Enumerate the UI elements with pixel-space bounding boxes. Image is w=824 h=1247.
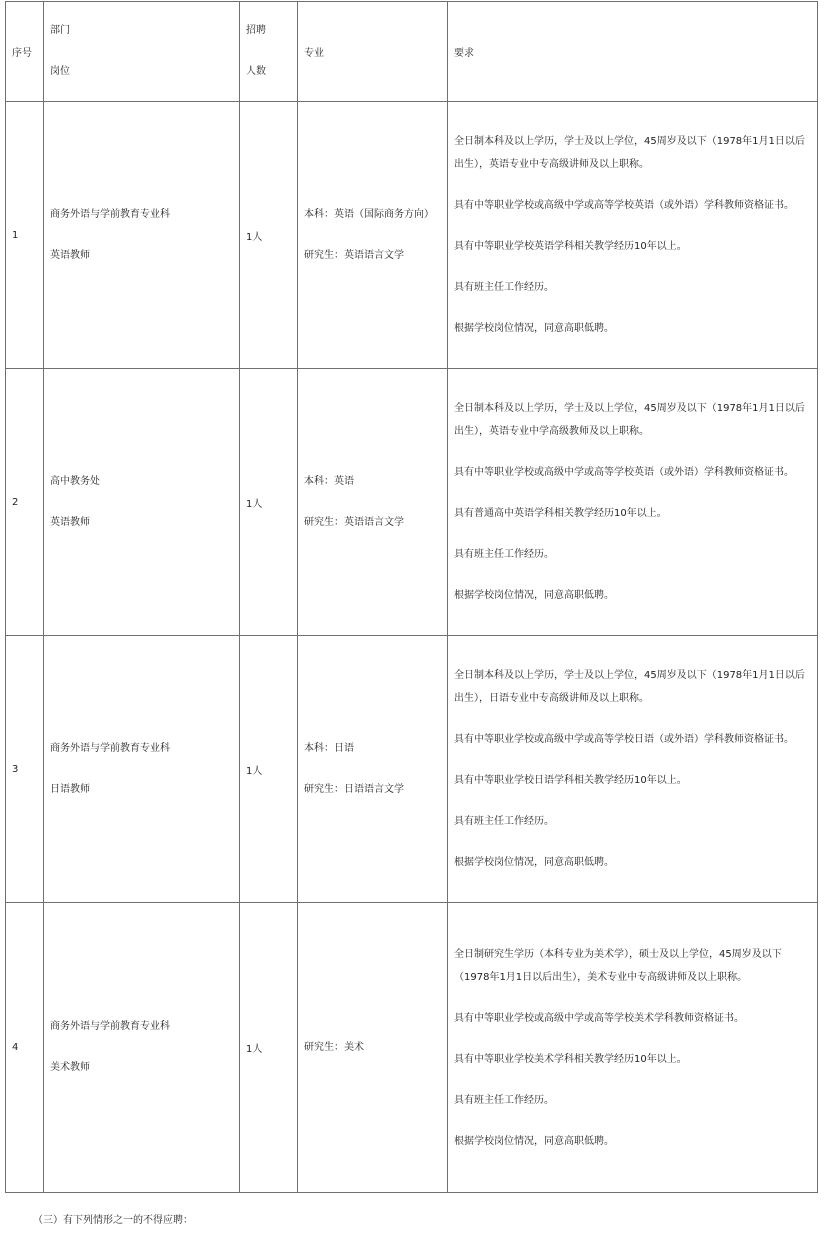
row-count: 1人 [240, 903, 298, 1193]
requirement-item: 具有班主任工作经历。 [454, 1094, 554, 1106]
requirement-item: 具有中等职业学校或高级中学或高等学校美术学科教师资格证书。 [454, 1012, 744, 1024]
header-seq: 序号 [6, 2, 44, 102]
row-post: 美术教师 [50, 1062, 90, 1073]
row-requirements [448, 369, 818, 636]
table-row [6, 369, 818, 636]
row-major [298, 369, 448, 636]
header-count-line1: 招聘 [246, 25, 266, 36]
requirement-item: 全日制研究生学历（本科专业为美术学），硕士及以上学位，45周岁及以下（1978年1月1日以后出生），美术专业中专高级讲师及以上职称。 [454, 948, 782, 983]
row-requirements [448, 636, 818, 903]
row-requirements [448, 102, 818, 369]
row-major-line: 本科：日语 [304, 742, 354, 754]
header-requirements: 要求 [448, 2, 818, 102]
row-dept: 商务外语与学前教育专业科 [50, 208, 170, 220]
row-dept: 商务外语与学前教育专业科 [50, 1021, 170, 1032]
row-dept: 高中教务处 [50, 475, 100, 487]
row-major-line: 本科：英语 [304, 475, 354, 487]
row-post: 英语教师 [50, 249, 90, 261]
requirement-item: 全日制本科及以上学历，学士及以上学位，45周岁及以下（1978年1月1日以后出生），日语专业中专高级讲师及以上职称。 [454, 670, 805, 704]
table-row [6, 636, 818, 903]
recruitment-table [5, 1, 818, 1193]
row-dept: 商务外语与学前教育专业科 [50, 742, 170, 754]
row-dept-post [44, 903, 240, 1193]
section-note: （三）有下列情形之一的不得应聘： [33, 1215, 193, 1226]
header-dept [44, 2, 240, 102]
row-dept-post [44, 102, 240, 369]
row-count: 1人 [240, 636, 298, 903]
row-major [298, 636, 448, 903]
row-seq: 4 [6, 903, 44, 1193]
row-major-line: 研究生：英语语言文学 [304, 249, 404, 261]
table-row [6, 102, 818, 369]
requirement-item: 根据学校岗位情况，同意高职低聘。 [454, 323, 614, 334]
requirement-item: 根据学校岗位情况，同意高职低聘。 [454, 1135, 614, 1147]
row-major-line: 研究生：美术 [304, 1041, 364, 1053]
requirement-item: 具有中等职业学校英语学科相关教学经历10年以上。 [454, 241, 687, 252]
table-row [6, 903, 818, 1193]
row-post: 英语教师 [50, 516, 90, 528]
row-major-line: 研究生：日语语言文学 [304, 783, 404, 795]
row-major [298, 102, 448, 369]
requirement-item: 根据学校岗位情况，同意高职低聘。 [454, 590, 614, 601]
requirement-item: 具有普通高中英语学科相关教学经历10年以上。 [454, 508, 667, 519]
row-post: 日语教师 [50, 783, 90, 795]
row-dept-post [44, 369, 240, 636]
row-major [298, 903, 448, 1193]
requirement-item: 全日制本科及以上学历，学士及以上学位，45周岁及以下（1978年1月1日以后出生），英语专业中学高级教师及以上职称。 [454, 403, 805, 437]
row-seq: 3 [6, 636, 44, 903]
requirement-item: 具有中等职业学校或高级中学或高等学校英语（或外语）学科教师资格证书。 [454, 467, 794, 478]
header-count-line2: 人数 [246, 66, 266, 77]
requirement-item: 具有中等职业学校日语学科相关教学经历10年以上。 [454, 775, 687, 786]
header-major: 专业 [298, 2, 448, 102]
header-count [240, 2, 298, 102]
row-requirements [448, 903, 818, 1193]
requirement-item: 根据学校岗位情况，同意高职低聘。 [454, 857, 614, 868]
requirement-item: 具有中等职业学校美术学科相关教学经历10年以上。 [454, 1053, 687, 1065]
requirement-item: 具有班主任工作经历。 [454, 549, 554, 560]
row-seq: 2 [6, 369, 44, 636]
row-seq: 1 [6, 102, 44, 369]
requirement-item: 具有班主任工作经历。 [454, 816, 554, 827]
requirement-item: 具有中等职业学校或高级中学或高等学校日语（或外语）学科教师资格证书。 [454, 734, 794, 745]
row-major-line: 本科：英语（国际商务方向） [304, 208, 434, 220]
row-major-line: 研究生：英语语言文学 [304, 516, 404, 528]
requirement-item: 全日制本科及以上学历，学士及以上学位，45周岁及以下（1978年1月1日以后出生），英语专业中专高级讲师及以上职称。 [454, 136, 805, 170]
requirement-item: 具有班主任工作经历。 [454, 282, 554, 293]
header-post-label: 岗位 [50, 66, 70, 77]
row-dept-post [44, 636, 240, 903]
row-count: 1人 [240, 369, 298, 636]
requirement-item: 具有中等职业学校或高级中学或高等学校英语（或外语）学科教师资格证书。 [454, 200, 794, 211]
header-dept-label: 部门 [50, 25, 70, 36]
row-count: 1人 [240, 102, 298, 369]
table-header-row [6, 2, 818, 102]
